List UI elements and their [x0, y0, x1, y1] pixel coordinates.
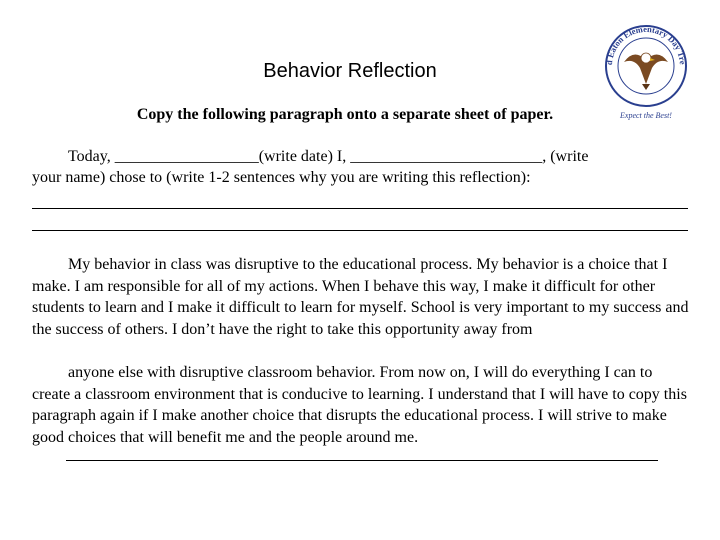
writing-line-1: [32, 208, 688, 209]
form-line-date-name: Today, __________________(write date) I, ________________________, (write: [68, 148, 589, 165]
reflection-paragraph-2: anyone else with disruptive classroom behavior. From now on, I will do everything I can to create a classroom environment that is conducive to learning. I understand that I will have to copy this paragraph again if I make another choice that disrupts the educational process. I will strive to make good choices that will benefit me and the people around me.: [32, 364, 687, 446]
reflection-paragraph-1: My behavior in class was disruptive to the educational process. My behavior is a choice that I make. I am responsible for all of my actions. When I behave this way, I make it difficult for other students to learn and I make it difficult to learn for myself. School is very important to my success and the success of others. I don’t have the right to take this opportunity away from: [32, 256, 689, 338]
page-title: Behavior Reflection: [263, 60, 437, 82]
form-line-reason: your name) chose to (write 1-2 sentences why you are writing this reflection):: [32, 169, 531, 186]
school-logo: [600, 12, 692, 124]
logo-arc-text: d Eaton Elementary Day Tre: [603, 23, 688, 66]
logo-motto: Expect the Best!: [620, 111, 672, 120]
instruction-text: Copy the following paragraph onto a separate sheet of paper.: [136, 106, 554, 123]
signature-line: [66, 460, 658, 461]
writing-line-2: [32, 230, 688, 231]
